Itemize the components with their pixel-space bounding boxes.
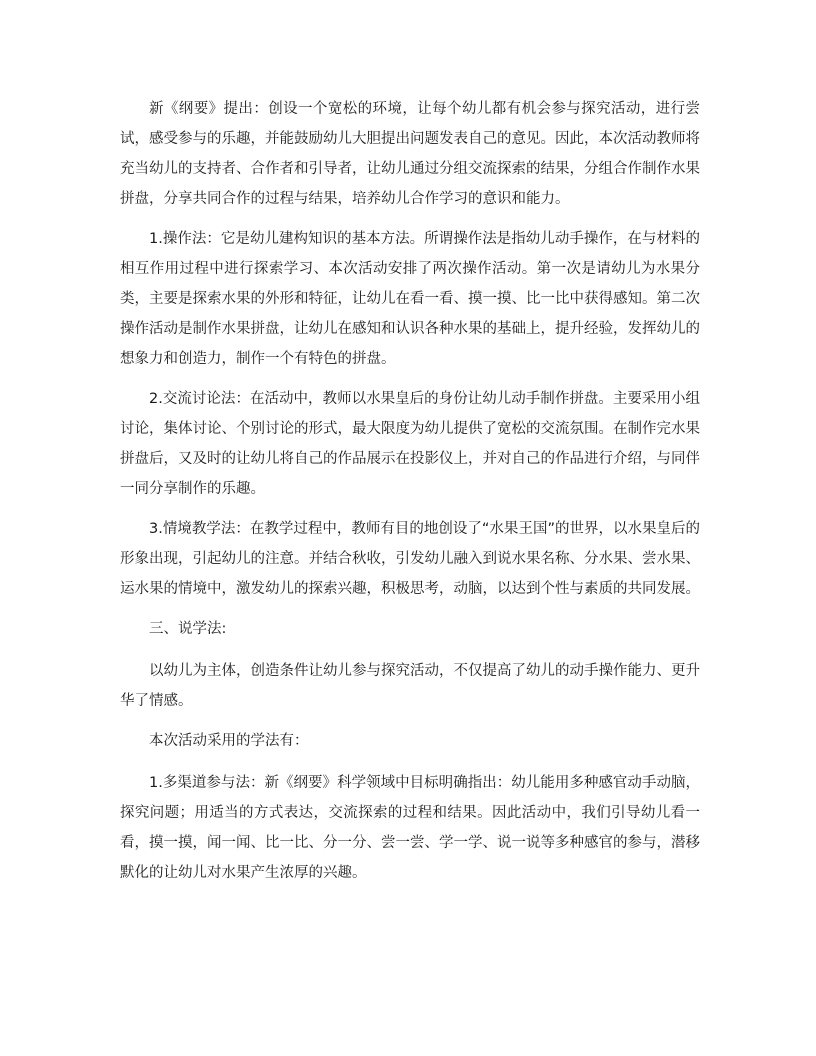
section-heading-learning-methods: 三、说学法: <box>149 621 227 637</box>
learning-methods-lead-paragraph: 本次活动采用的学法有： <box>149 733 309 749</box>
intro-paragraph: 新《纲要》提出：创设一个宽松的环境，让每个幼儿都有机会参与探究活动，进行尝试，感受参与的乐趣，并能鼓励幼儿大胆提出问题发表自己的意见。因此，本次活动教师将充当幼儿的支持者、合作者和引导者，让幼儿通过分组交流探索的结果，分组合作制作水果拼盘，分享共同合作的过程与结果，培养幼儿合作学习的意识和能力。 <box>120 101 700 207</box>
document-page <box>120 94 700 898</box>
method-situational-paragraph: 3.情境教学法：在教学过程中，教师有目的地创设了“水果王国”的世界，以水果皇后的形象出现，引起幼儿的注意。并结合秋收，引发幼儿融入到说水果名称、分水果、尝水果、运水果的情境中，激发幼儿的探索兴趣，积极思考，动脑，以达到个性与素质的共同发展。 <box>120 521 700 597</box>
learning-methods-intro-paragraph: 以幼儿为主体，创造条件让幼儿参与探究活动，不仅提高了幼儿的动手操作能力、更升华了情感。 <box>120 663 700 709</box>
method-multichannel-paragraph: 1.多渠道参与法：新《纲要》科学领域中目标明确指出：幼儿能用多种感官动手动脑，探究问题；用适当的方式表达，交流探索的过程和结果。因此活动中，我们引导幼儿看一看，摸一摸，闻一闻、比一比、分一分、尝一尝、学一学、说一说等多种感官的参与，潜移默化的让幼儿对水果产生浓厚的兴趣。 <box>120 775 700 881</box>
method-operation-paragraph: 1.操作法：它是幼儿建构知识的基本方法。所谓操作法是指幼儿动手操作，在与材料的相互作用过程中进行探索学习、本次活动安排了两次操作活动。第一次是请幼儿为水果分类，主要是探索水果的外形和特征，让幼儿在看一看、摸一摸、比一比中获得感知。第二次操作活动是制作水果拼盘，让幼儿在感知和认识各种水果的基础上，提升经验，发挥幼儿的想象力和创造力，制作一个有特色的拼盘。 <box>120 231 700 367</box>
method-discussion-paragraph: 2.交流讨论法：在活动中，教师以水果皇后的身份让幼儿动手制作拼盘。主要采用小组讨论，集体讨论、个别讨论的形式，最大限度为幼儿提供了宽松的交流氛围。在制作完水果拼盘后，又及时的让幼儿将自己的作品展示在投影仪上，并对自己的作品进行介绍，与同伴一同分享制作的乐趣。 <box>120 391 700 497</box>
